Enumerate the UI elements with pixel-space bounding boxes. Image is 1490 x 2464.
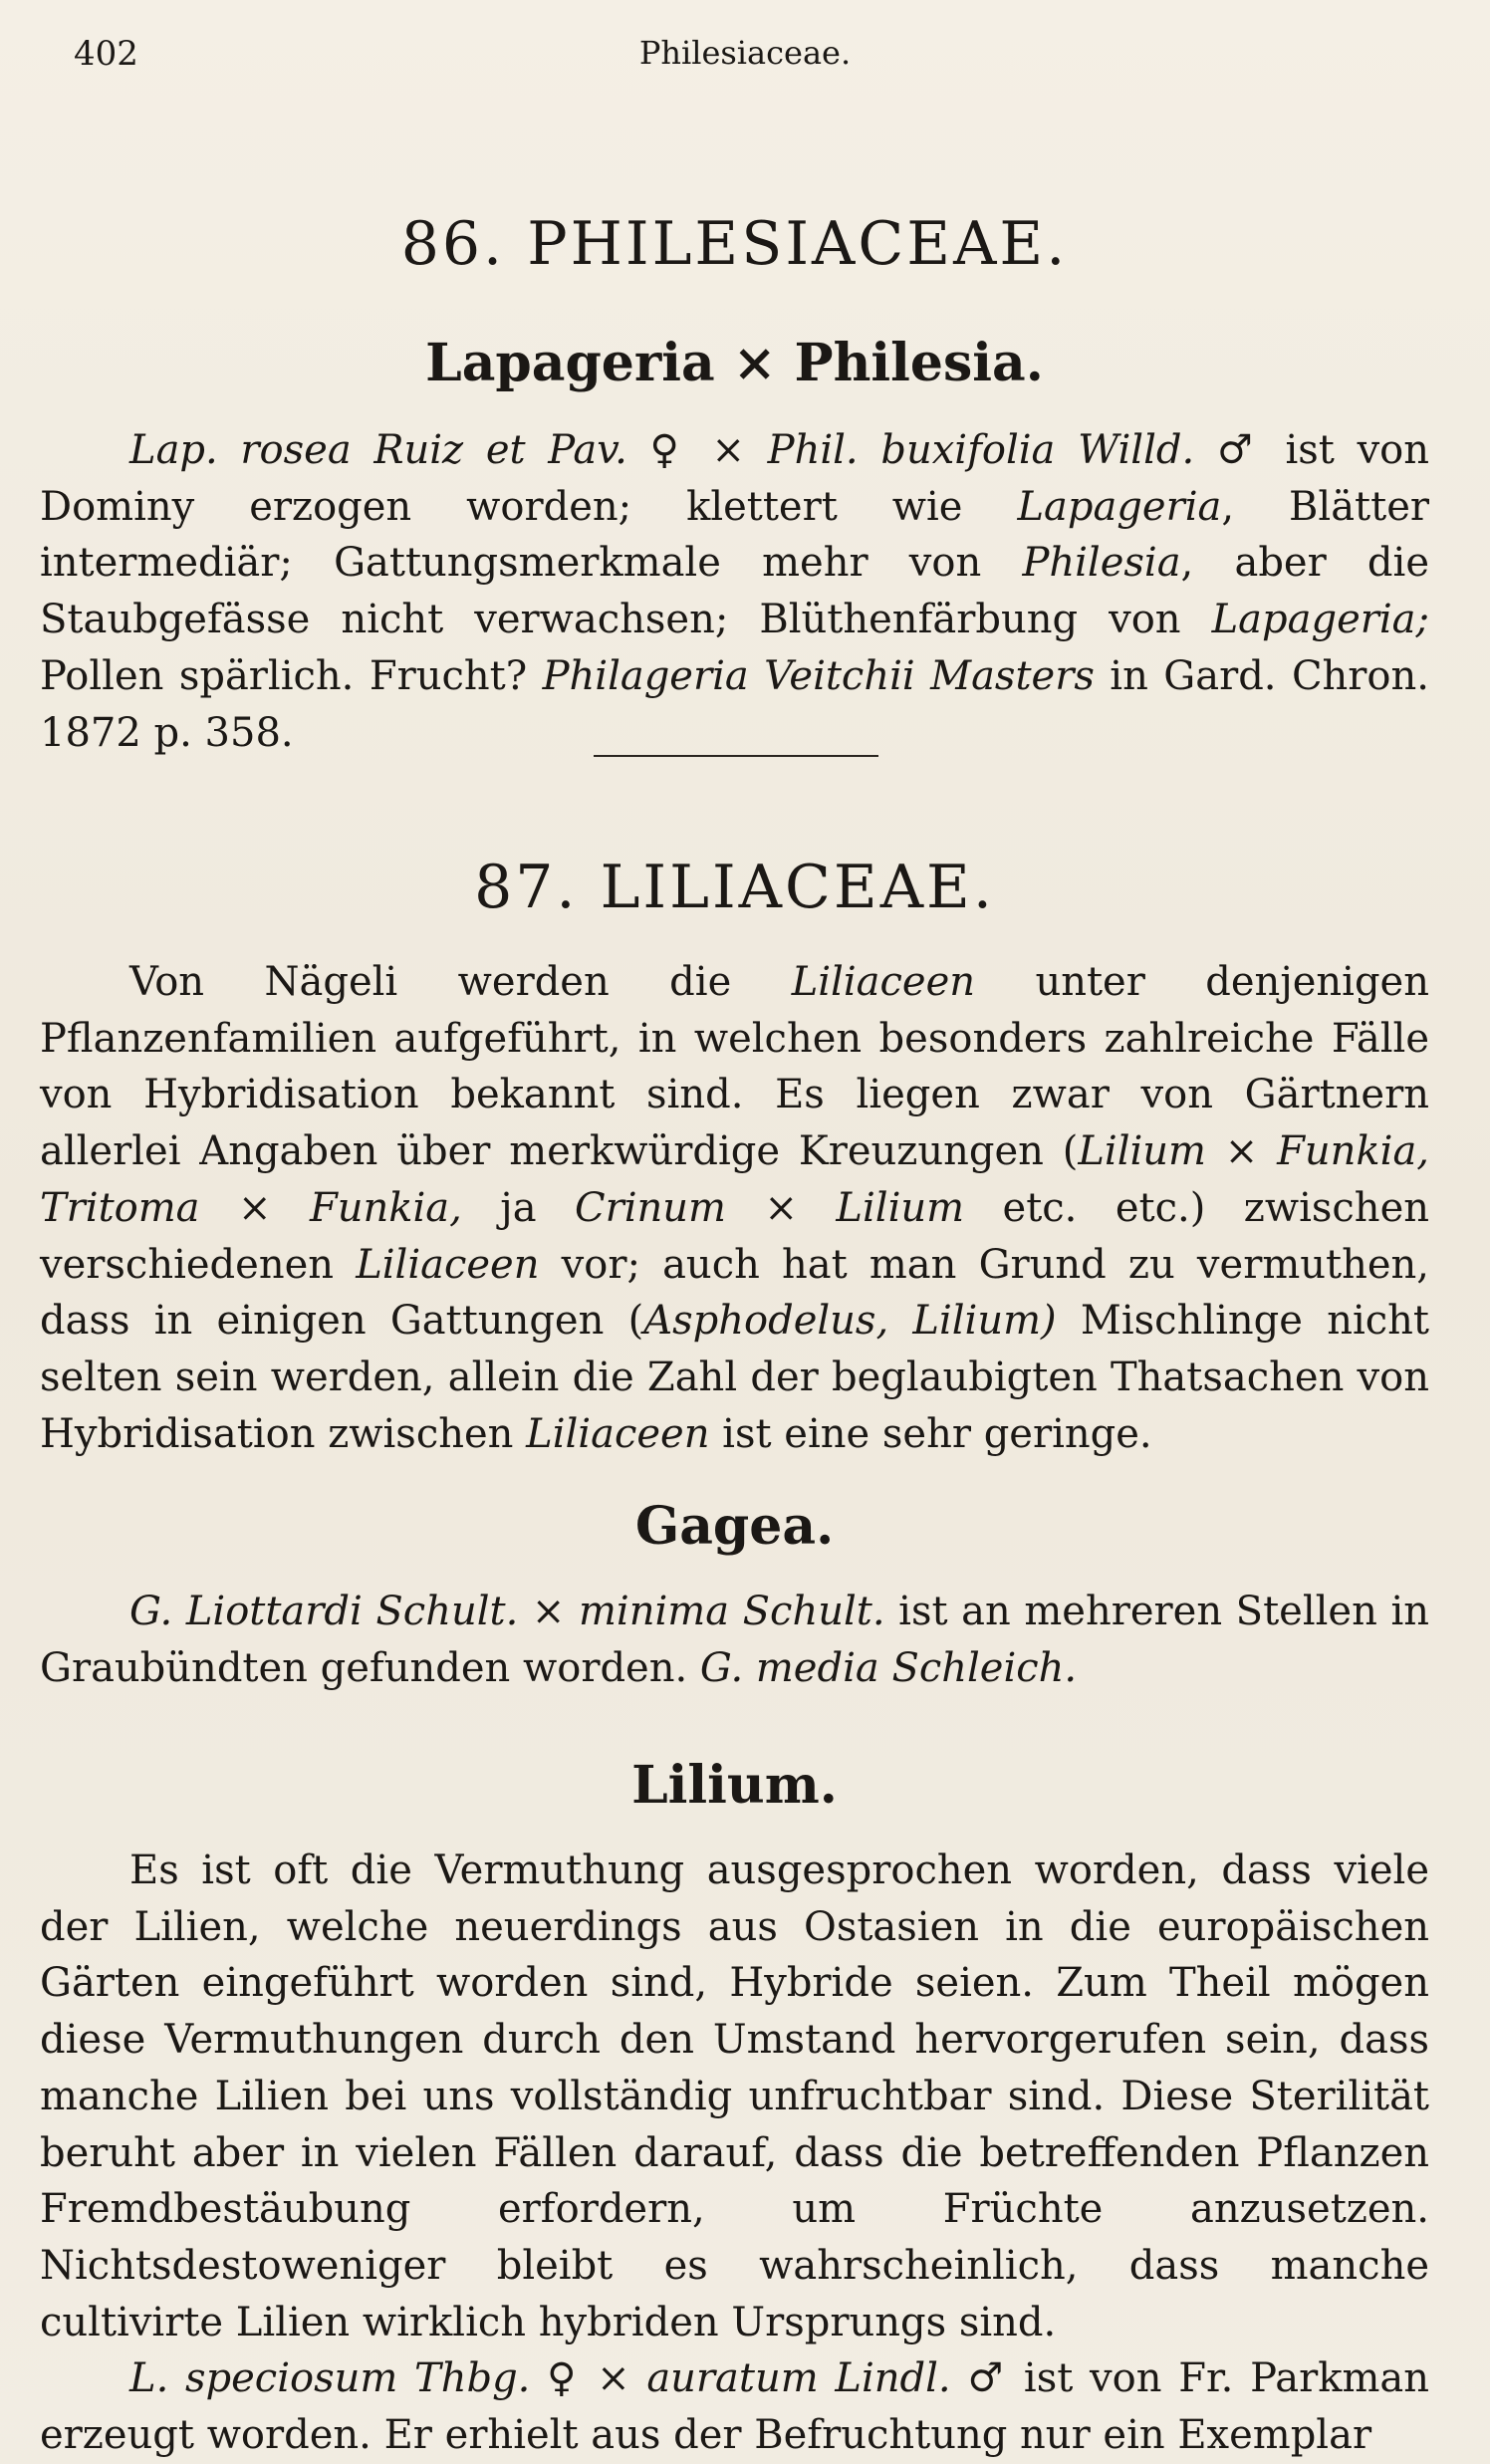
text-span: Crinum × Lilium — [575, 1184, 965, 1231]
genus-heading-lilium: Lilium. — [631, 1755, 838, 1816]
text-span: L. speciosum Thbg. ♀ × auratum Lindl. ♂ — [129, 2355, 1008, 2402]
text-span: G. media Schleich. — [699, 1644, 1078, 1691]
genus-heading-lapageria-philesia: Lapageria × Philesia. — [425, 333, 1044, 393]
text-span: ist eine sehr geringe. — [709, 1410, 1152, 1457]
genus-heading-gagea: Gagea. — [634, 1496, 835, 1557]
section-divider — [594, 755, 878, 757]
liliaceae-paragraph — [40, 954, 1429, 1462]
text-span: Lapageria; — [1211, 597, 1429, 643]
text-span: Liliaceen — [791, 959, 975, 1005]
text-span: ist von Fr. Parkman erzeugt worden. Er erhielt aus der Befruchtung nur ein Exemplar — [40, 2355, 1429, 2459]
lilium-paragraph — [40, 1843, 1429, 2464]
family-heading-philesiaceae: 86. PHILESIACEAE. — [400, 209, 1069, 279]
text-span: ist von Dominy erzogen worden; klettert wie — [40, 427, 1430, 530]
text-span: Lap. rosea Ruiz et Pav. ♀ × Phil. buxifolia Willd. ♂ — [129, 427, 1263, 473]
text-span: Philesia — [1022, 540, 1181, 587]
text-span: , aber die Staubgefässe nicht verwachsen; Blüthenfärbung von — [40, 540, 1429, 643]
text-span: Pollen spärlich. Frucht? — [40, 652, 543, 699]
text-span: Philageria Veitchii Masters — [542, 652, 1095, 699]
text-span: etc. etc.) zwischen verschiedenen — [40, 1184, 1429, 1288]
text-span: Von Nägeli werden die — [129, 959, 792, 1005]
text-span: Lapageria — [1017, 483, 1222, 530]
text-span: Liliaceen — [356, 1241, 540, 1288]
philesiaceae-paragraph — [40, 422, 1429, 761]
text-span: Lilium × Funkia, Tritoma × Funkia, — [40, 1128, 1430, 1231]
text-span: Asphodelus, Lilium) — [643, 1298, 1057, 1345]
text-span: unter denjenigen Pflanzenfamilien aufgeführt, in welchen besonders zahlreiche Fälle von Hybridisation bekannt sind. Es liegen zwar von Gärtnern allerlei Angaben über merkwürdige Kreuzungen ( — [40, 959, 1429, 1175]
family-heading-liliaceae: 87. LILIACEAE. — [474, 853, 995, 922]
text-span: vor; auch hat man Grund zu vermuthen, dass in einigen Gattungen ( — [40, 1241, 1429, 1345]
lilium-text: Es ist oft die Vermuthung ausgesprochen worden, dass viele der Lilien, welche neuerdings aus Ostasien in die europäischen Gärten eingeführt worden sind, Hybride seien. Zum Theil mögen diese Vermuthungen durch den Umstand hervorgerufen sein, dass manche Lilien bei uns vollständig unfruchtbar sind. Diese Sterilität beruht aber in vielen Fällen darauf, dass die betreffenden Pflanzen Fremdbestäubung erfordern, um Früchte anzusetzen. Nichtsdestoweniger bleibt es wahrscheinlich, dass manche cultivirte Lilien wirklich hybriden Ursprungs sind. — [40, 1848, 1429, 2345]
text-span: G. Liottardi Schult. × minima Schult. — [129, 1589, 885, 1634]
text-span: , Blätter intermediär; Gattungsmerkmale mehr von — [40, 483, 1429, 587]
running-header — [72, 34, 1418, 84]
text-span: in Gard. Chron. 1872 p. 358. — [40, 652, 1429, 756]
text-span: Mischlinge nicht selten sein werden, allein die Zahl der beglaubigten Thatsachen von Hybridisation zwischen — [40, 1298, 1429, 1457]
text-span: ja — [461, 1184, 576, 1231]
text-span: ist an mehreren Stellen in Graubündten gefunden worden. — [40, 1589, 1429, 1691]
running-title: Philesiaceae. — [638, 34, 852, 72]
text-span: Liliaceen — [526, 1410, 710, 1457]
page-number: 402 — [74, 34, 138, 74]
gagea-paragraph — [40, 1584, 1429, 1696]
